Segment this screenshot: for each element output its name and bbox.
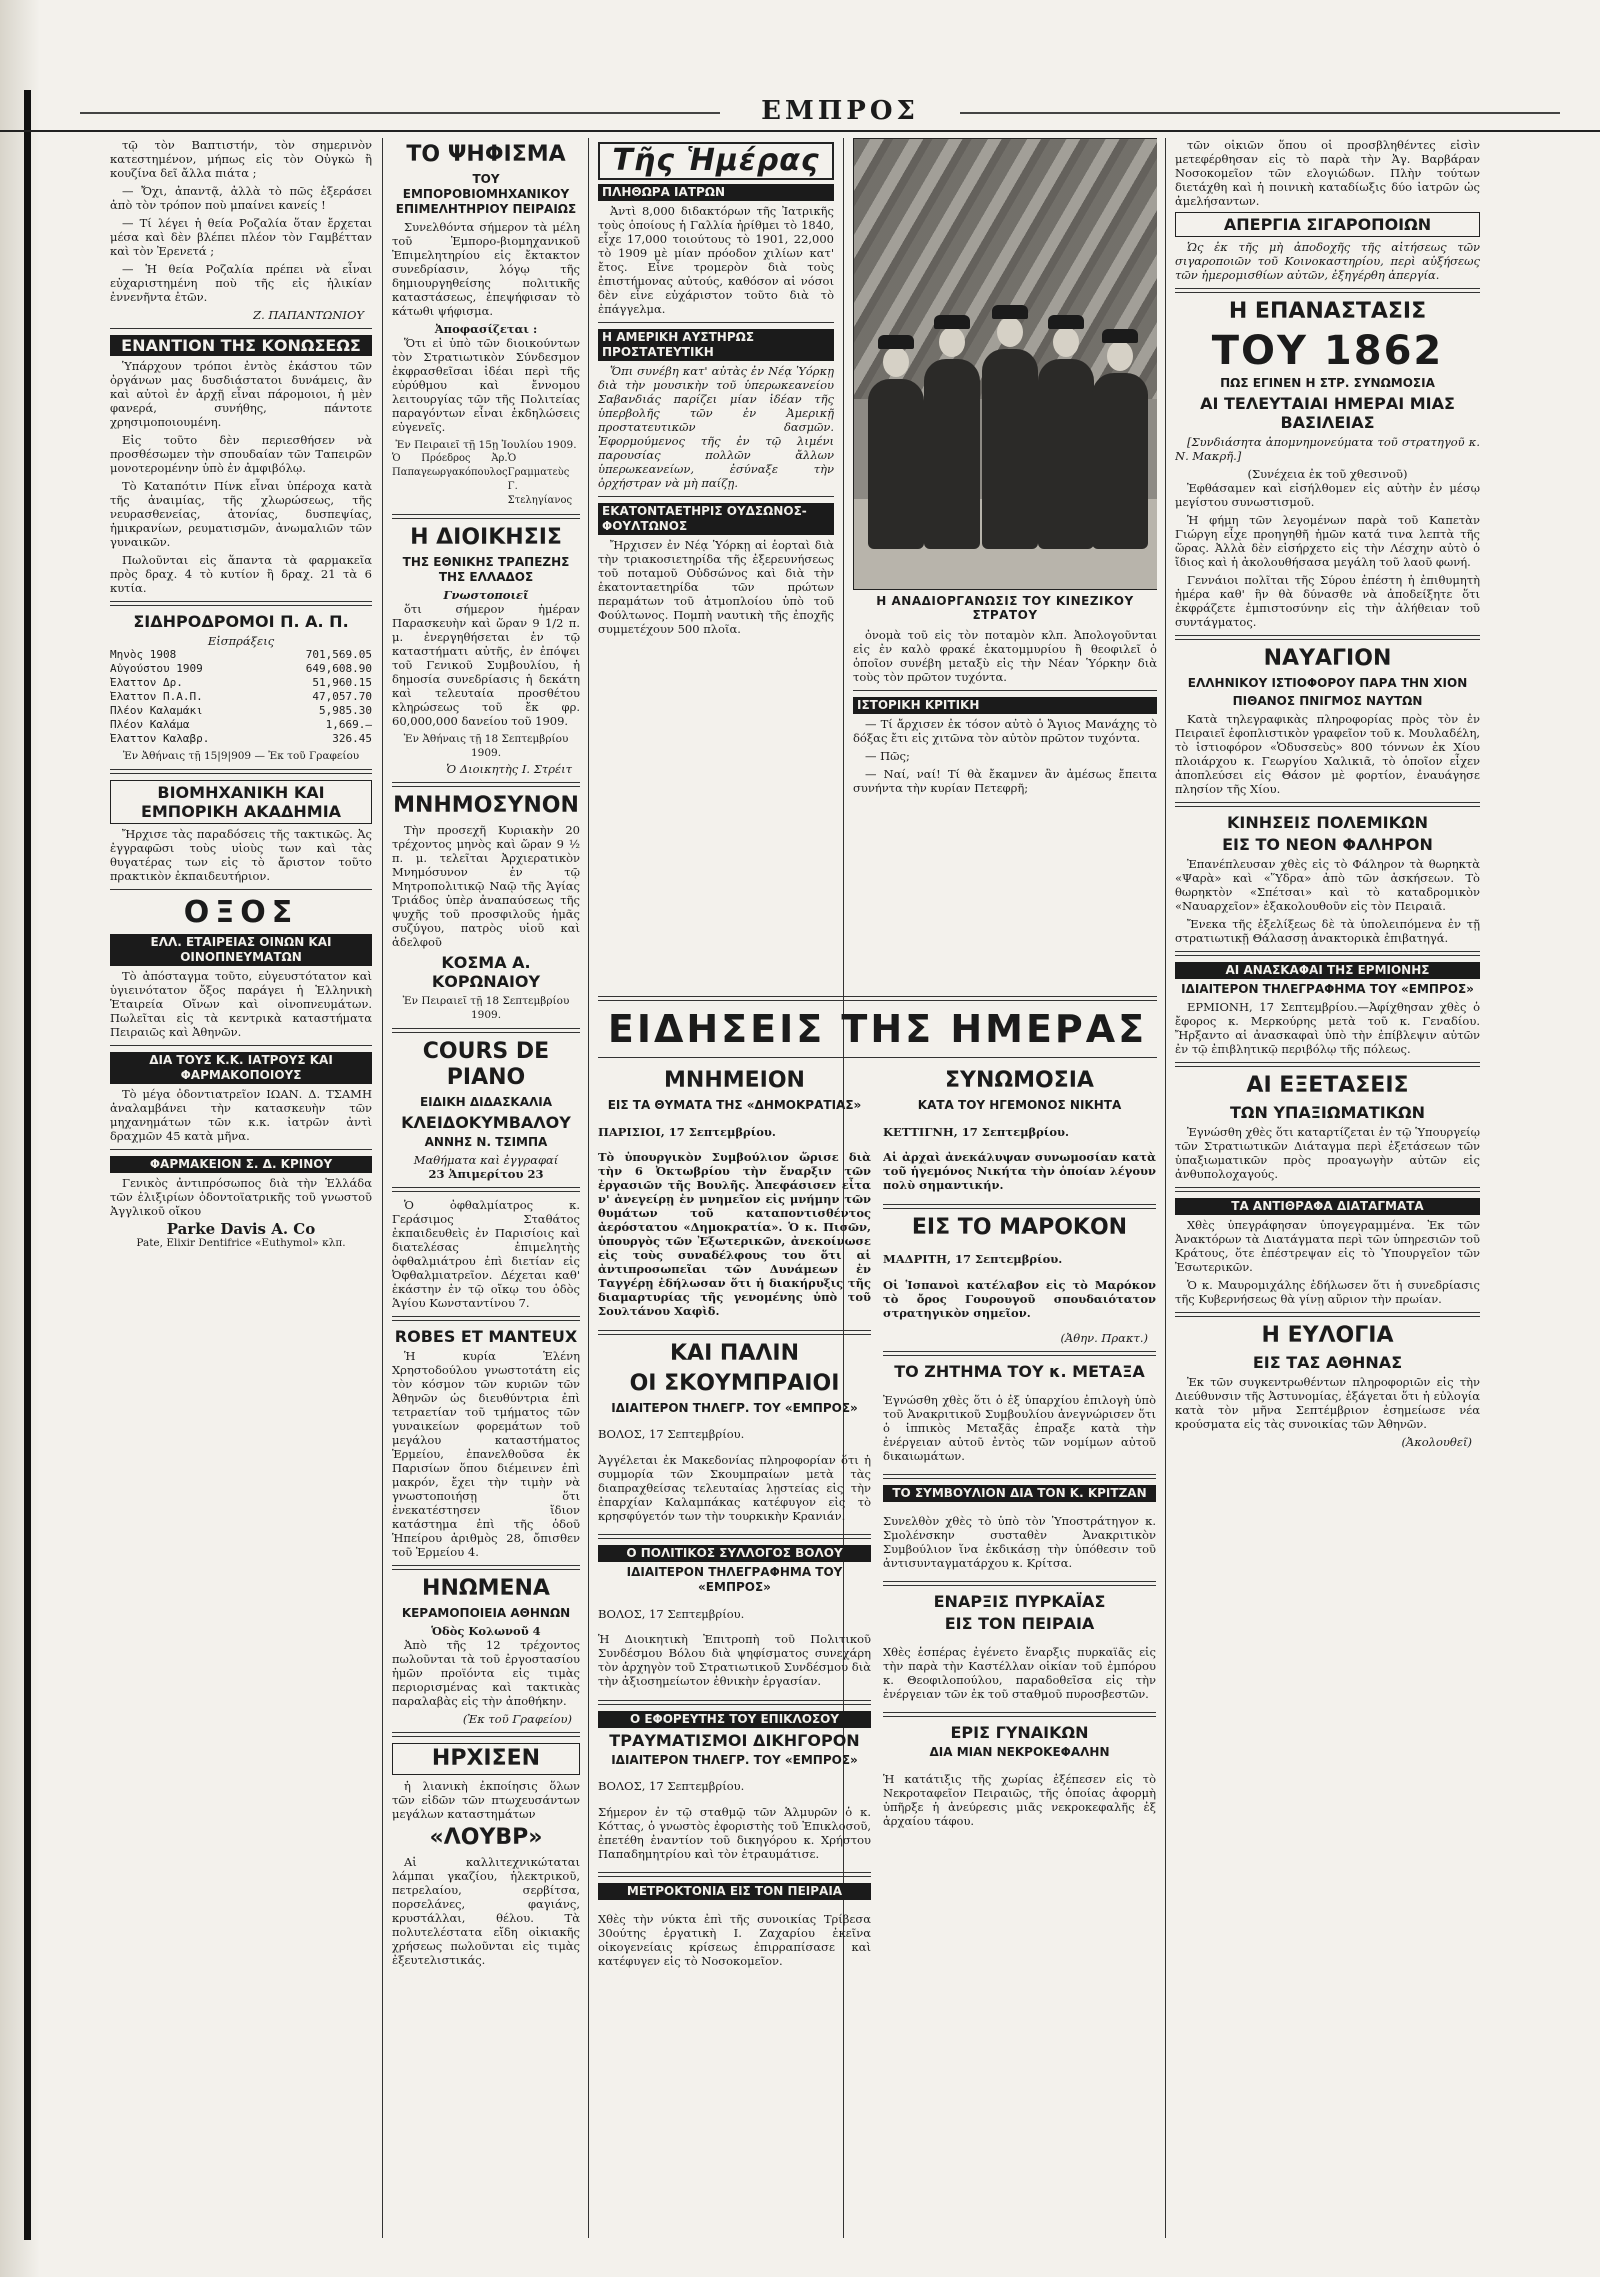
article-text: Γεννάιοι πολῖται τῆς Σύρου ἐπέστη ἡ ἐπιθυμητὴ ἡμέρα καθ' ἣν θὰ δύνασθε νὰ ἀποδείξητε ὅτι ἐκφράζετε ἐμπιστοσύνην εἰς τὴν ἀλήθειαν τοῦ συντάγματος.	[1175, 573, 1480, 629]
fire-subtitle: ΕΙΣ ΤΟΝ ΠΕΙΡΑΙΑ	[944, 1614, 1095, 1633]
tiles-tail: (Ἐκ τοῦ Γραφείου)	[462, 1712, 572, 1726]
divider	[1175, 802, 1480, 807]
bank-date: Ἐν Ἀθήναις τῇ 18 Σεπτεμβρίου 1909.	[403, 733, 569, 759]
headline-item: Η ΑΜΕΡΙΚΗ ΑΥΣΤΗΡΩΣ ΠΡΟΣΤΑΤΕΥΤΙΚΗ	[598, 329, 834, 361]
article-text: Ὑπάρχουν τρόποι ἐντὸς ἑκάστου τῶν ὀργάνων μας δυσδιάστατοι δυνάμεις, ἂν καὶ αὐτοὶ ἐν ἀρχῇ εἶναι πάρομοιοι, ἡ μὲν φανερά, συνήθης, πάντοτε χρησιμοποιουμένη.	[110, 359, 372, 429]
headline-strike: ΑΠΕΡΓΙΑ ΣΙΓΑΡΟΠΟΙΩΝ	[1175, 212, 1480, 237]
article-text: — Τί ἄρχισεν ἐκ τόσον αὐτὸ ὁ Ἄγιος Μανάχης τὸ δόξας ἔτι εἰς χιτῶνα τὸν αὐτὸν πρῶτον τυχόντα.	[853, 717, 1157, 745]
headline-item: ΕΚΑΤΟΝΤΑΕΤΗΡΙΣ ΟΥΔΣΩΝΟΣ-ΦΟΥΛΤΩΝΟΣ	[598, 503, 834, 535]
divider	[883, 1204, 1156, 1209]
masthead-rule-left	[80, 112, 720, 114]
article-text: Συνελθὸν χθὲς τὸ ὑπὸ τὸν Ὑποστράτηγον κ. Σμολένσκην συσταθὲν Ἀνακριτικὸν Συμβούλιον ἵνα ἐκδικάσῃ τὴν ὑπόθεσιν τοῦ ἀντισυνταγματάρχου κ. Κρίτσα.	[883, 1513, 1156, 1570]
article-text: Ὅτι εἰ ὑπὸ τῶν διοικούντων τὸν Στρατιωτικὸν Σύνδεσμον ἐκφρασθεῖσαι ἰδέαι περὶ τῆς εὐρύθμου καὶ ἔννομου λειτουργίας τῶν τῆς Πολιτείας παραγόντων εἶναι ἐκδηλώσεις εὐγενεῖς.	[392, 336, 580, 434]
news-columns	[598, 1064, 1157, 1979]
headline-criticism: ΙΣΤΟΡΙΚΗ ΚΡΙΤΙΚΗ	[853, 697, 1157, 714]
morocco-source: (Ἀθην. Πρακτ.)	[1060, 1331, 1148, 1345]
divider	[883, 1712, 1156, 1717]
article-text: Αἱ καλλιτεχνικώταται λάμπαι γκαζίου, ἠλεκτρικοῦ, πετρελαίου, σερβίτσα, πορσελάνες, φαγιάνς, κρυστάλλαι, θέλου. Τὰ πολυτελέστατα εἴδη οἰκιακῆς χρήσεως πωλοῦνται εἰς τιμὰς ἐξευτελιστικάς.	[392, 1855, 580, 1967]
headline-women: ΕΡΙΣ ΓΥΝΑΙΚΩΝ	[950, 1723, 1089, 1742]
railways-subtitle: Εἰσπράξεις	[207, 634, 275, 648]
tiles-address: Ὁδὸς Κολωνοῦ 4	[431, 1624, 541, 1638]
bank-label: Γνωστοποιεῖ	[443, 588, 529, 602]
article-text: Τὸ Καταπότιν Πίνκ εἶναι ὑπέροχα κατὰ τῆς ἀναιμίας, τῆς χλωρώσεως, τῆς νευρασθενείας, ἀτονίας, δυσπεψίας, ἡμικρανίων, ρευματισμῶν, ἀνωμαλιῶν τῶν γυναικῶν.	[110, 479, 372, 549]
table-row: Μηνὸς 1908 701,569.05	[110, 648, 372, 661]
article-text: ἡ λιανικὴ ἐκποίησις ὅλων τῶν εἰδῶν τῶν πτωχευσάντων μεγάλων καταστημάτων	[392, 1779, 580, 1821]
binding-strip	[24, 90, 31, 2240]
headline-dentists: ΔΙΑ ΤΟΥΣ Κ.Κ. ΙΑΤΡΟΥΣ ΚΑΙ ΦΑΡΜΑΚΟΠΟΙΟΥΣ	[110, 1052, 372, 1084]
dateline: ΒΟΛΟΣ, 17 Σεπτεμβρίου.	[598, 1606, 745, 1621]
article-text: Ἡ Διοικητικὴ Ἐπιτροπὴ τοῦ Πολιτικοῦ Συνδέσμου Βόλου διὰ ψηφίσματος συνεχάρη τὸν ἀρχηγὸν τοῦ Στρατιωτικοῦ Συνδέσμου διὰ τὴν ἀξιοσημείωτον ἐθνικὴν ἐργασίαν.	[598, 1632, 871, 1688]
headline-item: ΠΛΗΘΩΡΑ ΙΑΤΡΩΝ	[598, 184, 834, 201]
revolution-continued: (Συνέχεια ἐκ τοῦ χθεσινοῦ)	[1247, 467, 1408, 481]
photo-figure	[924, 359, 980, 549]
divider	[110, 889, 372, 890]
headline-piraeus: ΜΕΤΡΟΚΤΟΝΙΑ ΕΙΣ ΤΟΝ ΠΕΙΡΑΙΑ	[598, 1883, 871, 1900]
photo-figure	[1038, 359, 1094, 549]
psifisma-subtitle: ΤΟΥ ΕΜΠΟΡΟΒΙΟΜΗΧΑΝΙΚΟΥ ΕΠΙΜΕΛΗΤΗΡΙΟΥ ΠΕΙΡΑΙΩΣ	[395, 172, 577, 216]
headline-tax: Ο ΕΦΟΡΕΥΤΗΣ ΤΟΥ ΕΠΙΚΛΟΣΟΥ	[598, 1711, 871, 1728]
divider	[392, 514, 580, 519]
divider	[1175, 951, 1480, 956]
article-text: Εἰς τοῦτο δὲν περιεσθήσεν νὰ προσθέσωμεν τὴν σπουδαίαν τῶν Ταπειρῶν μονοτερομένην ὑπὸ ἐν ἀμφιβόλῳ.	[110, 433, 372, 475]
headline-oxos: ΟΞΟΣ	[183, 895, 299, 930]
conspiracy-subtitle: ΚΑΤΑ ΤΟΥ ΗΓΕΜΟΝΟΣ ΝΙΚΗΤΑ	[917, 1098, 1122, 1112]
article-text: — Ἡ θεία Ροζαλία πρέπει νὰ εἶναι εὐχαριστημένη ποὺ τῆς εἰς ἡλικίαν ἐννενῆντα ἐτῶν.	[110, 262, 372, 304]
divider	[883, 1474, 1156, 1479]
table-row: Ἔλαττον Καλαβρ. 326.45	[110, 732, 372, 745]
photo-chinese-army	[853, 138, 1157, 590]
headline-hermioni: ΑΙ ΑΝΑΣΚΑΦΑΙ ΤΗΣ ΕΡΜΙΟΝΗΣ	[1175, 962, 1480, 979]
article-text: — Πῶς;	[865, 749, 910, 763]
byline: Ζ. ΠΑΠΑΝΤΩΝΙΟΥ	[253, 308, 364, 322]
column-1	[110, 138, 372, 2238]
article-text: Ὁ κ. Μαυρομιχάλης ἐδήλωσεν ὅτι ἡ συνεδρίασις τῆς Κυβερνήσεως θὰ γίνῃ αὔριον τὴν πρωίαν.	[1175, 1278, 1480, 1306]
divider	[598, 1330, 871, 1335]
exams-subtitle: ΤΩΝ ΥΠΑΞΙΩΜΑΤΙΚΩΝ	[1229, 1103, 1426, 1122]
article-text: Σήμερον ἐν τῷ σταθμῷ τῶν Ἁλμυρῶν ὁ κ. Κόττας, ὁ γνωστὸς ἐφοριστὴς τοῦ Ἐπικλοσοῦ, ἐπετέθη ἐναντίον τοῦ δικηγόρου κ. Χρήστου Παπαδημητρίου καὶ τὸν ἐτραυμάτισε.	[598, 1804, 871, 1861]
article-text: Ἀγγέλεται ἐκ Μακεδονίας πληροφορίαν ὅτι ἡ συμμορία τῶν Σκουμπραίων μετὰ τὰς διαπραχθείσας τελευταίας λῃστείας εἰς τὴν ἐπαρχίαν Καλαμπάκας κατέφυγον εἰς τὸ κρησφύγετόν των τὴν τουρκικὴν Κρανιάν.	[598, 1452, 871, 1523]
divider	[598, 1534, 871, 1539]
tiles-subtitle: ΚΕΡΑΜΟΠΟΙΕΙΑ ΑΘΗΝΩΝ	[401, 1606, 571, 1620]
article-text: Τὸ ὑπουργικὸν Συμβούλιον ὥρισε διὰ τὴν 6 Ὀκτωβρίου τὴν ἔναρξιν τῶν ἐργασιῶν τῆς Βουλῆς. Ἀπεφάσισεν εἶτα ν' ἀνεγείρῃ ἐν μνημεῖον εἰς μνήμην τῶν θυμάτων τοῦ καταποντισθέντος ἀερόστατου «Δημοκρατία». Ὁ κ. Πισῶν, ὑπουργὸς τῶν Ἐξωτερικῶν, ἀνεκοίνωσε εἰς τοὺς συναδέλφους του ὅτι αἱ ἀντιπροσωπεῖαι τῶν Δυνάμεων ἐν Ταγγέρῃ ἐδήλωσαν ὅτι ἡ διακήρυξις τῆς διαμαρτυρίας τῆς γενομένης ὑπὸ τοῦ Σουλτάνου Χαφὶδ.	[598, 1150, 871, 1318]
women-subtitle: ΔΙΑ ΜΙΑΝ ΝΕΚΡΟΚΕΦΑΛΗΝ	[929, 1745, 1110, 1759]
article-text: Πωλοῦνται εἰς ἅπαντα τὰ φαρμακεῖα πρὸς δραχ. 4 τὸ κυτίον ἢ δραχ. 21 τὰ 6 κυτία.	[110, 553, 372, 595]
divider	[392, 1028, 580, 1033]
article-text: Ἡ κατάτιξις τῆς χωρίας ἐξέπεσεν εἰς τὸ Νεκροταφεῖον Πειραιῶς, τῆς ὁποίας ἀφορμὴ ὑπῆρξε ἡ ἀνεύρεσις μιᾶς νεκροκεφαλῆς ἐξ ἀρχαίου τάφου.	[883, 1771, 1156, 1828]
headline-phaleron: ΚΙΝΗΣΕΙΣ ΠΟΛΕΜΙΚΩΝ	[1226, 813, 1428, 832]
photo-figure	[982, 349, 1038, 549]
divider	[598, 322, 834, 323]
article-text: Ὅπι συνέβη κατ' αὐτὰς ἐν Νέᾳ Ὑόρκῃ διὰ τὴν μουσικὴν τοῦ ὑπερωκεανείου Σαβανδιάς παρίζει μίαν ἰδέαν τῆς ὑπερβολῆς τῶν ἐν Ἀμερικῇ προστατευτικῶν δασμῶν. Ἐφορμούμενος τῆς ἐν τῷ λιμένι παρουσίας πολλῶν ἄλλων ὑπερωκεανείων, ἐσύναξε τὴν ὀρχήστραν νὰ μὴ παίζῃ.	[598, 364, 834, 490]
photo-figure	[868, 379, 924, 549]
headline-memorial: ΜΝΗΜΟΣΥΝΟΝ	[393, 793, 579, 818]
masthead-rule-right	[960, 112, 1560, 114]
syllogos-subtitle: ΙΔΙΑΙΤΕΡΟΝ ΤΗΛΕΓΡΑΦΗΜΑ ΤΟΥ «ΕΜΠΡΟΣ»	[626, 1565, 843, 1594]
memorial-subtitle: ΕΙΣ ΤΑ ΘΥΜΑΤΑ ΤΗΣ «ΔΗΜΟΚΡΑΤΙΑΣ»	[607, 1098, 862, 1112]
dateline: ΚΕΤΤΙΓΝΗ, 17 Σεπτεμβρίου.	[883, 1124, 1069, 1139]
headline-railways: ΣΙΔΗΡΟΔΡΟΜΟΙ Π. Α. Π.	[133, 612, 349, 631]
revolution-note: [Συνδιάσητα ἀπομνημονεύματα τοῦ στρατηγοῦ κ. Ν. Μακρῆ.]	[1175, 435, 1480, 463]
column-rule	[1165, 138, 1166, 2238]
bank-signature: Ὁ Διοικητὴς Ι. Στρέιτ	[446, 762, 572, 776]
article-text: — Τί λέγει ἡ θεία Ροζαλία ὅταν ἔρχεται μέσα καὶ δὲν βλέπει πλέον τὸν Γαμβέτταν καὶ τὸν Ἐρενετά ;	[110, 216, 372, 258]
railways-footer: Ἐν Ἀθήναις τῇ 15|9|909 — Ἐκ τοῦ Γραφείου	[122, 750, 360, 762]
headline-revolution: Η ΕΠΑΝΑΣΤΑΣΙΣ	[1228, 299, 1427, 324]
article-text: ὀνομὰ τοῦ εἰς τὸν ποταμὸν κλπ. Ἀπολογοῦνται εἰς ἐν καλὸ φρακέ ἑκατομμυρίου ἢ θεοφιλεῖ ὁ ὁποῖον συνέβη μεταξὺ εἰς τὴν Νέαν Ὑόρκην διὰ τοὺς τὸν πρῶτον τυχόντα.	[853, 628, 1157, 684]
article-text: Αἱ ἀρχαὶ ἀνεκάλυψαν συνωμοσίαν κατὰ τοῦ ἡγεμόνος Νικήτα τὴν ὁποίαν λέγουν πολὺ σημαντικήν.	[883, 1150, 1156, 1192]
divider	[110, 328, 372, 329]
article-text: ὅτι σήμερον ἡμέραν Παρασκευὴν καὶ ὥραν 9 1/2 π. μ. ἐνεργηθήσεται ἐν τῷ καταστήματι αὐτῆς, ἐν ἐπόψει τοῦ Γενικοῦ Συμβουλίου, ἡ δημοσία συνεδρίασις ἡ δεκάτη καὶ τελευταία προσθέτου κληρώσεως τοῦ ἔκ φρ. 60,000,000 δανείου τοῦ 1909.	[392, 602, 580, 728]
divider	[598, 1700, 871, 1705]
article-text: Κατὰ τηλεγραφικὰς πληροφορίας πρὸς τὸν ἐν Πειραιεῖ ἐφοπλιστικὸν γραφεῖον τοῦ κ. Μουλαδέλη, τὸ ἱστιοφόρον «Ὁδυσσεὺς» 800 τόννων ἐκ Χίου πλοιάρχου κ. Γεωργίου Χαλικιᾶ, τὸ ὁποῖον εἶχεν ἀποπλεύσει εἰς Θάσον μὲ φορτίον, ἐναυάγησε πλησίον τῆς Χίου.	[1175, 712, 1480, 796]
headline-academy: ΒΙΟΜΗΧΑΝΙΚΗ ΚΑΙ ΕΜΠΟΡΙΚΗ ΑΚΑΔΗΜΙΑ	[110, 780, 372, 824]
shipwreck-subtitle-2: ΠΙΘΑΝΟΣ ΠΝΙΓΜΟΣ ΝΑΥΤΩΝ	[1232, 694, 1423, 708]
article-text: — Ναί, ναί! Τί θὰ ἔκαμνεν ἂν ἀμέσως ἔπειτα συνήντα τὴν κυρίαν Πετεφρῆ;	[853, 767, 1157, 795]
column-rule	[588, 138, 589, 2238]
bank-subtitle: ΤΗΣ ΕΘΝΙΚΗΣ ΤΡΑΠΕΖΗΣ ΤΗΣ ΕΛΛΑΔΟΣ	[402, 555, 570, 584]
divider	[598, 996, 1157, 1001]
headline-syllogos: Ο ΠΟΛΙΤΙΚΟΣ ΣΥΛΛΟΓΟΣ ΒΟΛΟΥ	[598, 1545, 871, 1562]
article-text: Ἐπανέπλευσαν χθὲς εἰς τὸ Φάληρον τὰ θωρηκτὰ «Ψαρὰ» καὶ «Ὕδρα» ἀπὸ τῶν ἀσκήσεων. Τὸ θωρηκτὸν «Σπέτσαι» καὶ τὸ καταδρομικὸν «Ναυαρχεῖον» ἐξακολουθοῦν εἰς τὸν Πειραιᾶ.	[1175, 857, 1480, 913]
article-text: Ἀπὸ τῆς 12 τρέχοντος πωλοῦνται τὰ τοῦ ἐργοστασίου ἡμῶν προϊόντα εἰς τιμὰς περιορισμένας καὶ τακτικὰς παραλαβὰς εἰς τὴν ἀποθήκην.	[392, 1638, 580, 1708]
skoumpraioi-subtitle: ΙΔΙΑΙΤΕΡΟΝ ΤΗΛΕΓΡ. ΤΟΥ «ΕΜΠΡΟΣ»	[611, 1400, 858, 1415]
piano-line-4: Μαθήματα καὶ ἐγγραφαί	[413, 1153, 559, 1167]
headline-conspiracy: ΣΥΝΩΜΟΣΙΑ	[945, 1068, 1094, 1093]
article-text: Ὡς ἐκ τῆς μὴ ἀποδοχῆς τῆς αἰτήσεως τῶν σιγαροποιῶν τοῦ Κοινοκαστηρίου, περὶ αὐξήσεως τῶν ἡμερομισθίων αὐτῶν, ἐξηγέρθη ἀπεργία.	[1175, 240, 1480, 282]
article-text: Ἐγνώσθη χθὲς ὅτι ὁ ἐξ ὑπαρχίου ἐπιλογὴ ὑπὸ τοῦ Ἀνακριτικοῦ Συμβουλίου ἀνεγνώρισεν ὅτι ὁ ἱππικὸς Μεταξᾶς ἐπραξε κατὰ τὴν ἐνέργειαν αὐτοῦ ἐντὸς τῶν νομίμων αὐτοῦ δικαιωμάτων.	[883, 1392, 1156, 1463]
column-5	[1175, 138, 1480, 2238]
oxos-subtitle: ΕΛΛ. ΕΤΑΙΡΕΙΑΣ ΟΙΝΩΝ ΚΑΙ ΟΙΝΟΠΝΕΥΜΑΤΩΝ	[110, 934, 372, 966]
tax-subtitle-2: ΙΔΙΑΙΤΕΡΟΝ ΤΗΛΕΓΡ. ΤΟΥ «ΕΜΠΡΟΣ»	[611, 1752, 858, 1767]
divider	[392, 1565, 580, 1570]
article-text: Οἱ Ἱσπανοὶ κατέλαβον εἰς τὸ Μαρόκον τὸ ὄρος Γουρουγοῦ σπουδαιότατον στρατηγικὸν σημεῖον.	[883, 1277, 1156, 1320]
article-text: Γενικὸς ἀντιπρόσωπος διὰ τὴν Ἑλλάδα τῶν ἐλιξιρίων ὀδοντοϊατρικῆς τοῦ γνωστοῦ Ἀγγλικοῦ οἴκου	[110, 1176, 372, 1218]
dateline: ΜΑΔΡΙΤΗ, 17 Σεπτεμβρίου.	[883, 1252, 1063, 1266]
psifisma-label: Ἀποφασίζεται :	[434, 322, 538, 336]
page-edge-shadow	[0, 0, 40, 2277]
phaleron-subtitle: ΕΙΣ ΤΟ ΝΕΟΝ ΦΑΛΗΡΟΝ	[1222, 835, 1433, 854]
article-text: Συνελθόντα σήμερον τὰ μέλη τοῦ Ἐμπορο-βιομηχανικοῦ Ἐπιμελητηρίου εἰς ἔκτακτον συνεδρίασιν, λόγῳ τῆς δημιουργηθείσης πολιτικῆς καταστάσεως, ἐπεψήφισαν τὸ κάτωθι ψήφισμα.	[392, 220, 580, 318]
article-text: Ἔνεκα τῆς ἐξελίξεως δὲ τὰ ὑπολειπόμενα ἐν τῇ στρατιωτικῇ Θάλασσῃ ἀνακτορικὰ ἐπιβατηγά.	[1175, 917, 1480, 945]
memorial-tail: Ἐν Πειραιεῖ τῇ 18 Σεπτεμβρίου 1909.	[402, 995, 570, 1021]
article-text: Χθὲς ὑπεγράφησαν ὑπογεγραμμένα. Ἐκ τῶν Ἀνακτόρων τὰ Διατάγματα περὶ τῶν ὑπηρεσιῶν τοῦ Κράτους, ὅτε ἐπέστρεψαν εἰς τὸ Ὑπουργεῖον τῶν Ἐσωτερικῶν.	[1175, 1218, 1480, 1274]
revolution-year: ΤΟΥ 1862	[1211, 328, 1444, 374]
pharmacy-tail: Pate, Elixir Dentifrice «Euthymol» κλπ.	[136, 1237, 346, 1249]
article-text: Χθὲς τὴν νύκτα ἐπὶ τῆς συνοικίας Τρίβεσα 30ούτης ἐργατικὴ Ι. Ζαχαρίου ἐκεῖνα οἰκογενείαις κρίσεως ἐπιρραπίσασε καὶ κατέφυγεν εἰς τὸ Νοσοκομεῖον.	[598, 1911, 871, 1968]
headline-skoumpraioi-2: ΟΙ ΣΚΟΥΜΠΡΑΙΟΙ	[629, 1370, 840, 1396]
news-col-left	[598, 1064, 871, 1979]
memorial-name: ΚΟΣΜΑ Α. ΚΟΡΩΝΑΙΟΥ	[431, 953, 541, 991]
dateline: ΠΑΡΙΣΙΟΙ, 17 Σεπτεμβρίου.	[598, 1124, 776, 1139]
article-text: Τὸ ἀπόσταγμα τοῦτο, εὐγευστότατον καὶ ὑγιεινότατον ὄξος παράγει ἡ Ἑλληνικὴ Ἑταιρεία Οἴνων καὶ οἰνοπνευμάτων. Πωλεῖται εἰς τὰ κεντρικὰ καταστήματα Πειραιῶς καὶ Ἀθηνῶν.	[110, 969, 372, 1039]
blessing-continues: (Ἀκολουθεῖ)	[1401, 1435, 1472, 1449]
divider	[392, 1316, 580, 1321]
headline-tiles: ΗΝΩΜΕΝΑ	[422, 1576, 550, 1601]
table-row: Αὐγούστου 1909 649,608.90	[110, 662, 372, 675]
article-text: Χθὲς ἑσπέρας ἐγένετο ἔναρξις πυρκαϊᾶς εἰς τὴν παρὰ τὴν Καστέλλαν οἰκίαν τοῦ ἐμπόρου κ. Θεοφιλοπούλου, παραδοθεῖσα εἰς τὴν ἐνέργειαν τῶν ἐκ τοῦ σταθμοῦ πυροσβεστῶν.	[883, 1644, 1156, 1701]
divider	[392, 782, 580, 787]
piano-line-2: ΚΛΕΙΔΟΚΥΜΒΑΛΟΥ	[401, 1113, 571, 1132]
tax-subtitle: ΤΡΑΥΜΑΤΙΣΜΟΙ ΔΙΚΗΓΟΡΟΝ	[609, 1730, 860, 1750]
table-row: Πλέον Καλάμα 1,669.—	[110, 718, 372, 731]
article-text: Ἀντὶ 8,000 διδακτόρων τῆς Ἰατρικῆς τοὺς ὁποίους ἡ Γαλλία ἠρίθμει τὸ 1840, εἶχε 17,000 τοιούτους τὸ 1901, 22,000 τὸ 1909 μὲ μίαν πρόοδον χιλίων κατ' ἔτος. Εἶνε τρομερὸν διὰ τοὺς ἐπιστήμονας αὐτούς, καθόσον αἱ νόσοι δὲν εἶνε εὐχάριστον τοῦτο διὰ τὸ ἐπάγγελμα.	[598, 204, 834, 316]
headline-blessing: Η ΕΥΛΟΓΙΑ	[1261, 1323, 1394, 1348]
article-text: τῷ τὸν Βαπτιστήν, τὸν σημερινὸν κατεστημένον, μήπως εἰς τὸν Οὐγκὼ ἢ κουζίνα δεῖ ἄλλα πιάτα ;	[110, 138, 372, 180]
psifisma-date: Ἐν Πειραιεῖ τῇ 15ῃ Ἰουλίου 1909.	[395, 439, 577, 451]
headline-memorial: ΜΝΗΜΕΙΟΝ	[664, 1068, 805, 1093]
divider	[1175, 1062, 1480, 1067]
article-text: Τὴν προσεχῆ Κυριακὴν 20 τρέχοντος μηνὸς καὶ ὥραν 9 ½ π. μ. τελεῖται Ἀρχιερατικὸν Μνημόσυνον ἐν τῷ Μητροπολιτικῷ Ναῷ τῆς Ἁγίας Τριάδος ὑπὲρ ἀναπαύσεως τῆς ψυχῆς τοῦ προσφιλοῦς ἡμᾶς συζύγου, πατρὸς υἱοῦ καὶ ἀδελφοῦ	[392, 823, 580, 949]
headline-metaxas: ΤΟ ΖΗΤΗΜΑ ΤΟΥ κ. ΜΕΤΑΞΑ	[894, 1362, 1145, 1381]
article-text: Ἐγνώσθη χθὲς ὅτι καταρτίζεται ἐν τῷ Ὑπουργείῳ τῶν Στρατιωτικῶν Διάταγμα περὶ ἐξετάσεων τῶν ὑπαξιωματικῶν πρὸς προαγωγὴν αὐτῶν εἰς ἀνθυπολοχαγούς.	[1175, 1125, 1480, 1181]
headline-exams: ΑΙ ΕΞΕΤΑΣΕΙΣ	[1246, 1073, 1409, 1098]
divider	[110, 601, 372, 606]
divider	[110, 769, 372, 774]
divider	[853, 690, 1157, 691]
headline-shipwreck: ΝΑΥΑΓΙΟΝ	[1263, 646, 1392, 671]
divider	[598, 496, 834, 497]
article-text: Ἤρχισεν ἐν Νέᾳ Ὑόρκῃ αἱ ἑορταὶ διὰ τὴν τριακοσιετηρίδα τῆς ἐξερευνήσεως τοῦ ποταμοῦ Οὐδσώνος καὶ διὰ τὴν ἑκατονταετηρίδα τῶν πρώτων περαμάτων τοῦ ἀτμοπλοίου ὑπὸ τοῦ Φούλτωνος. Πομπὴ ναυτικὴ τῆς ἐποχῆς συμμετέχουν 500 πλοῖα.	[598, 538, 834, 636]
revolution-sub-2: ΑΙ ΤΕΛΕΥΤΑΙΑΙ ΗΜΕΡΑΙ ΜΙΑΣ ΒΑΣΙΛΕΙΑΣ	[1200, 394, 1455, 432]
article-text: Ἐφθάσαμεν καὶ εἰσήλθομεν εἰς αὐτὴν ἐν μέσῳ μεγίστου συνωστισμοῦ.	[1175, 481, 1480, 509]
news-section	[598, 990, 1157, 2240]
headline-louvre: ΗΡΧΙΣΕΝ	[392, 1743, 580, 1775]
divider	[392, 1732, 580, 1737]
masthead-title: ΕΜΠΡΟΣ	[761, 96, 919, 126]
table-row: Ἔλαττον Π.Α.Π. 47,057.70	[110, 690, 372, 703]
pharmacy-brand: Parke Davis A. Co	[166, 1220, 316, 1238]
divider	[1175, 1312, 1480, 1317]
dateline: ΒΟΛΟΣ, 17 Σεπτεμβρίου.	[598, 1427, 745, 1441]
headline-psifisma: ΤΟ ΨΗΦΙΣΜΑ	[406, 142, 566, 167]
headline-konossos: ΕΝΑΝΤΙΟΝ ΤΗΣ ΚΟΝΩΣΕΩΣ	[110, 335, 372, 356]
table-row: Πλέον Καλαμάκι 5,985.30	[110, 704, 372, 717]
louvre-name: «ΛΟΥΒΡ»	[429, 1825, 543, 1850]
divider	[883, 1351, 1156, 1356]
piano-line-1: ΕΙΔΙΚΗ ΔΙΔΑΣΚΑΛΙΑ	[419, 1095, 553, 1109]
revolution-sub-1: ΠΩΣ ΕΓΙΝΕΝ Η ΣΤΡ. ΣΥΝΩΜΟΣΙΑ	[1220, 376, 1435, 390]
headline-robes: ROBES ET MANTEUX	[394, 1327, 578, 1346]
article-text: Ἤρχισε τὰς παραδόσεις τῆς τακτικῶς. Ἀς ἐγγραφῶσι τοὺς υἱοὺς των καὶ τὰς θυγατέρας των εἰς τὸ ἄριστον τοῦτο πρακτικὸν ἐκπαιδευτήριον.	[110, 827, 372, 883]
column-3	[598, 138, 834, 978]
headline-bank: Η ΔΙΟΙΚΗΣΙΣ	[410, 525, 562, 550]
headline-krytzan: ΤΟ ΣΥΜΒΟΥΛΙΟΝ ΔΙΑ ΤΟΝ Κ. ΚΡΙΤΖΑΝ	[883, 1485, 1156, 1502]
article-text: τῶν οἰκιῶν ὅπου οἱ προσβληθέντες εἰσὶν μετεφέρθησαν εἰς τὸ παρὰ τὴν Ἁγ. Βαρβάραν Νοσοκομεῖον τῶν ελογιώδων. Πλὴν τούτων διετάχθη καὶ ἡ ποινικὴ καταδίωξις δύο ἰατρῶν ὡς ἀμελήσαντων.	[1175, 138, 1480, 208]
divider	[392, 1187, 580, 1192]
column-rule	[382, 138, 383, 2238]
piano-line-3: ΑΝΝΗΣ Ν. ΤΣΙΜΠΑ	[424, 1135, 548, 1149]
divider	[1175, 288, 1480, 293]
headline-decrees: ΤΑ ΑΝΤΙΘΡΑΦΑ ΔΙΑΤΑΓΜΑΤΑ	[1175, 1198, 1480, 1215]
divider	[883, 1581, 1156, 1586]
headline-morocco: ΕΙΣ ΤΟ ΜΑΡΟΚΟΝ	[911, 1214, 1128, 1240]
column-4	[853, 138, 1157, 978]
psifisma-signatures: Ὁ Πρόεδρος Ἀρ. Παπαγεωργακόπουλος Ὁ Γραμματεὺς Γ. Στεληγίανος	[392, 453, 573, 506]
shipwreck-subtitle: ΕΛΛΗΝΙΚΟΥ ΙΣΤΙΟΦΟΡΟΥ ΠΑΡΑ ΤΗΝ ΧΙΟΝ	[1187, 676, 1468, 690]
headline-skoumpraioi: ΚΑΙ ΠΑΛΙΝ	[670, 1340, 799, 1366]
divider	[598, 1057, 1157, 1058]
headline-pharmacy: ΦΑΡΜΑΚΕΙΟΝ Σ. Δ. ΚΡΙΝΟΥ	[110, 1156, 372, 1173]
headline-fire: ΕΝΑΡΞΙΣ ΠΥΡΚΑΪΑΣ	[933, 1592, 1106, 1611]
article-text: — Ὄχι, ἀπαντᾷ, ἀλλὰ τὸ πῶς ἐξεράσει ἀπὸ τὸν τρόπον ποὺ μπαίνει κανείς !	[110, 184, 372, 212]
table-row: Ἔλαττον Δρ. 51,960.15	[110, 676, 372, 689]
article-text: Ἡ φήμη τῶν λεγομένων παρὰ τοῦ Καπετὰν Γιώργη εἶχε προηγηθῆ ἡμῶν κατά τινα λεπτὰ τῆς ὥρας. Ἀλλὰ δὲν εἰσήρχετο εἰς τὴν Λέσχην αὐτὸ ὁ ἴδιος καὶ ἡ ἀκολουθήσασα μεγάλη τοῦ λαοῦ φωνή.	[1175, 513, 1480, 569]
divider	[1175, 1187, 1480, 1192]
article-text: Ἐκ τῶν συγκεντρωθέντων πληροφοριῶν εἰς τὴν Διεύθυνσιν τῆς Ἀστυνομίας, ἐξάγεται ὅτι ἡ εὐλογία κατὰ τὸν μῆνα Σεπτέμβριον ἐσημείωσε νέα κρούσματα εἰς τὰς συνοικίας τῶν Ἀθηνῶν.	[1175, 1375, 1480, 1431]
divider	[110, 1045, 372, 1046]
hermioni-subtitle: ΙΔΙΑΙΤΕΡΟΝ ΤΗΛΕΓΡΑΦΗΜΑ ΤΟΥ «ΕΜΠΡΟΣ»	[1181, 982, 1474, 996]
dateline: ΒΟΛΟΣ, 17 Σεπτεμβρίου.	[598, 1779, 745, 1793]
news-col-right	[883, 1064, 1156, 1979]
blessing-subtitle: ΕΙΣ ΤΑΣ ΑΘΗΝΑΣ	[1252, 1353, 1403, 1372]
article-text: Ἡ κυρία Ἑλένη Χρηστοδούλου γνωστοτάτη εἰς τὸν κόσμον τῶν κυριῶν τῶν Ἀθηνῶν ὡς διευθύντρια ἐπὶ τετραετίαν τοῦ τμήματος τῶν γυναικείων φορεμάτων τοῦ μεγάλου καταστήματος Ἑρμείου, ἐπανελθοῦσα ἐκ Παρισίων ὅπου διέμεινεν ἐπὶ μακρόν, ἔχει τὴν τιμὴν νὰ γνωστοποιήσῃ ὅτι ἐνεκατέστησεν ἴδιον κατάστημα ἐπὶ τῆς ὁδοῦ Ἡπείρου ἀριθμὸς 28, ὄπισθεν τοῦ Ἑρμείου 4.	[392, 1349, 580, 1559]
piano-address: 23 Ἀπιμερίτου 23	[428, 1167, 544, 1181]
divider	[598, 1872, 871, 1877]
kicker-tis-imeras: Τῆς Ἡμέρας	[598, 142, 834, 180]
photo-figure	[1092, 373, 1148, 549]
headline-news: ΕΙΔΗΣΕΙΣ ΤΗΣ ΗΜΕΡΑΣ	[607, 1007, 1148, 1051]
article-text: Ὁ ὀφθαλμίατρος κ. Γεράσιμος Σταθάτος ἐκπαιδευθεὶς ἐν Παρισίοις καὶ διατελέσας ἐπιμελητὴς ὀφθαλμιάτρου ἐπὶ διετίαν εἰς Ὀφθαλμιατρεῖον. Δέχεται καθ' ἑκάστην ἐν τῷ οἴκῳ του ὁδὸς Ἁγίου Κωνσταντίνου 7.	[392, 1198, 580, 1310]
divider	[1175, 635, 1480, 640]
headline-piano: COURS DE PIANO	[422, 1039, 550, 1090]
divider	[110, 1149, 372, 1150]
photo-caption: Η ΑΝΑΔΙΟΡΓΑΝΩΣΙΣ ΤΟΥ ΚΙΝΕΖΙΚΟΥ ΣΤΡΑΤΟΥ	[876, 594, 1134, 622]
column-2	[392, 138, 580, 2238]
masthead	[0, 96, 1600, 132]
article-text: ΕΡΜΙΟΝΗ, 17 Σεπτεμβρίου.—Ἀφίχθησαν χθὲς ὁ ἔφορος κ. Μερκούρης μετὰ τοῦ κ. Γεναδίου. Ἤρξαντο αἱ ἀνασκαφαὶ ὑπὸ τὴν ἐπίβλεψιν αὐτῶν ἐν τῷ ἐπιβλητικῷ περιβόλῳ τῆς πόλεως.	[1175, 1000, 1480, 1056]
article-text: Τὸ μέγα ὀδοντιατρεῖον ΙΩΑΝ. Δ. ΤΣΑΜΗ ἀναλαμβάνει τὴν κατασκευὴν τῶν μηχανημάτων τῶν κ.κ. ἰατρῶν ἀντὶ δραχμῶν 45 κατὰ μῆνα.	[110, 1087, 372, 1143]
